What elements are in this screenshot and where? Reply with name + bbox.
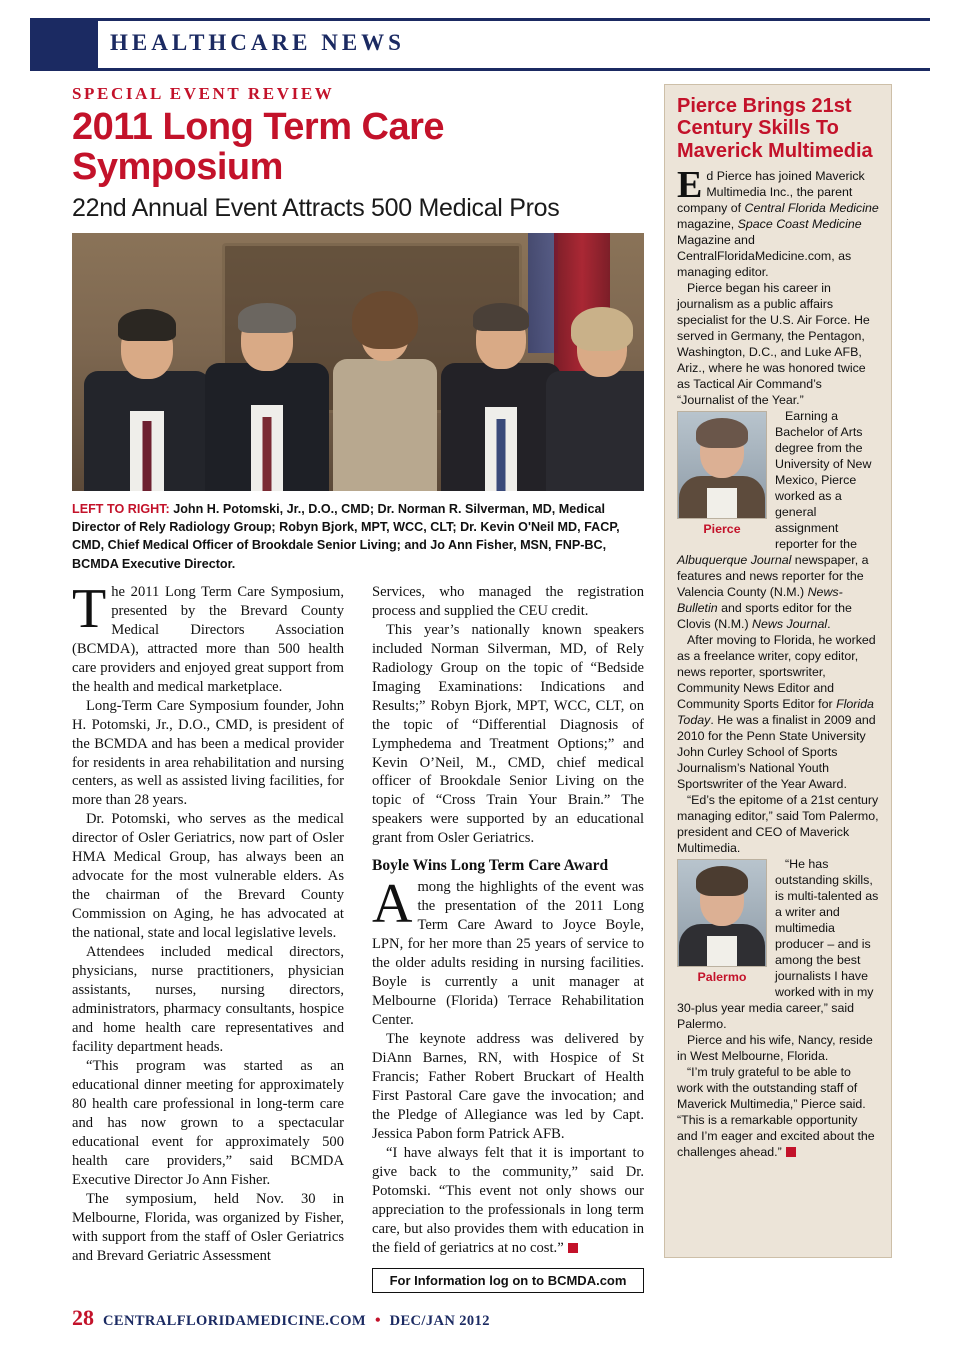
sidebar-paragraph: “He has outstanding skills, is multi-talented as a writer and multimedia producer – and is among the best journalists I have worked with in my 30-plus year media career,” said Palermo.: [677, 857, 879, 1032]
person-4-tie: [497, 419, 506, 491]
article-subsection-heading: Boyle Wins Long Term Care Award: [372, 857, 609, 875]
photo-person-3: [322, 266, 448, 491]
sidebar-text: magazine,: [677, 217, 738, 232]
sidebar-paragraph: Pierce began his career in journalism as a public affairs specialist for the U.S. Air Force. He served in Germany, the Pentagon, Washington, D.C., and Luke AFB, Ariz., where he was honored twice as Tactical Air Command’s “Journalist of the Year.”: [677, 281, 870, 408]
person-1-hair: [118, 309, 176, 341]
page-number: 28: [72, 1305, 94, 1330]
photo-person-2: [202, 291, 332, 491]
sidebar-text: Magazine and CentralFloridaMedicine.com, as managing editor.: [677, 233, 852, 280]
sidebar-text: .: [827, 617, 831, 632]
paragraph: This year’s nationally known speakers included Norman Silverman, MD, of Rely Radiology Group on the topic of “Bedside Imaging Examinations: Indications and Results;” Robyn Bjork, MPT, WCC, CLT, on the topic of “Differential Diagnosis of Lymphedema and Treatment Options;” and Kevin O’Neil, M., CMD, chief medical officer of Brookdale Senior Living on the topic of “Cross Train Your Brain.” The speakers were supported by an educational grant from Osler Geriatrics.: [372, 621, 644, 847]
sidebar-text: d Pierce has joined Maverick Multimedia Inc., the parent company of: [677, 169, 865, 216]
end-mark-icon: [568, 1243, 578, 1253]
photo-caption: [72, 500, 644, 573]
person-3-body: [333, 359, 437, 491]
article-kicker: SPECIAL EVENT REVIEW: [72, 84, 335, 103]
sidebar-text: “I’m truly grateful to be able to work with the outstanding staff of Maverick Multimedia,” Pierce said. “This is a remarkable opportunity and I’m eager and excited about the challenges ahead.”: [677, 1065, 875, 1160]
paragraph: [72, 577, 344, 697]
person-4-hair: [473, 303, 529, 331]
sidebar-italic: News-Bulletin: [677, 585, 843, 616]
paragraph-text: “I have always felt that it is important to give back to the community,” said Dr. Potomski. “This event not only shows our appreciation to the professionals in long term care, but also provides them with education in the field of geriatrics at no cost.”: [372, 1144, 644, 1256]
portrait-pierce-shirt: [707, 488, 737, 518]
paragraph: Attendees included medical directors, physicians, nurse practitioners, physician assistants, nurses, nursing directors, administrators, pharmacy consultants, hospice and home health care representatives and facility department heads.: [72, 944, 344, 1056]
sidebar-italic: Space Coast Medicine: [737, 217, 862, 232]
person-2-hair: [238, 303, 296, 333]
paragraph-text: mong the highlights of the event was the presentation of the 2011 Long Term Care Award to Joyce Boyle, LPN, for her more than 25 years of service to the older adults residing in nursing facilities. Boyle is currently a unit manager at Melbourne (Florida) Terrace Rehabilitation Center.: [372, 879, 644, 1029]
caption-lead: LEFT TO RIGHT:: [72, 501, 170, 516]
end-mark-icon: [786, 1147, 796, 1157]
sidebar-paragraph: [677, 1064, 879, 1160]
article-subhead: 22nd Annual Event Attracts 500 Medical Pros: [72, 193, 560, 222]
person-3-hair: [352, 291, 418, 349]
paragraph: [372, 873, 644, 1030]
caption-text: John H. Potomski, Jr., D.O., CMD; Dr. Norman R. Silverman, MD, Medical Director of Rely Radiology Group; Robyn Bjork, MPT, WCC, CLT; Dr. Kevin O'Neil MD, FACP, CMD, Chief Medical Officer of Brookdale Senior Living; and Jo Ann Fisher, MSN, FNP-BC, BCMDA Executive Director.: [72, 501, 620, 571]
sidebar-text: Earning a Bachelor of Arts degree from the University of New Mexico, Pierce worked as a general assignment reporter for the: [775, 409, 872, 552]
footer-site: CENTRALFLORIDAMEDICINE.COM: [103, 1313, 366, 1329]
photo-person-5: [542, 301, 644, 491]
article-column-2: [372, 583, 644, 1293]
sidebar-italic: Albuquerque Journal: [677, 553, 792, 568]
footer-issue: DEC/JAN 2012: [389, 1313, 490, 1329]
paragraph: Services, who managed the registration process and supplied the CEU credit.: [372, 583, 644, 619]
masthead: [0, 18, 960, 74]
dropcap-a: A: [372, 873, 413, 936]
sidebar-paragraph: “Ed’s the epitome of a 21st century managing editor,” said Tom Palermo, president and CEO of Maverick Multimedia.: [677, 793, 879, 856]
article-column-1: [72, 577, 344, 1293]
portrait-pierce-caption: Pierce: [703, 522, 741, 537]
paragraph: Dr. Potomski, who serves as the medical director of Osler Geriatrics, now part of Osler HMA Medical Group, has always been an advocate for the most vulnerable elders. As the chairman of the Brevard County Commission on Aging, he has advocated at the national, state and local legislative levels.: [72, 811, 344, 942]
sidebar-paragraph: [677, 164, 879, 280]
sidebar-text: After moving to Florida, he worked as a freelance writer, copy editor, news reporter, sportswriter, Community News Editor and Community Sports Editor for: [677, 633, 876, 712]
sidebar-italic: Florida Today: [677, 697, 874, 728]
portrait-palermo-caption: Palermo: [697, 970, 747, 985]
article-main-column: [72, 84, 644, 1293]
paragraph: The keynote address was delivered by DiAnn Barnes, RN, with Hospice of St Francis; Father Robert Bruckart of Health First Pastoral Care gave the invocation; and the Pledge of Allegiance was led by Capt. Jessica Pabon form Patrick AFB.: [372, 1031, 644, 1142]
paragraph-text: he 2011 Long Term Care Symposium, presented by the Brevard County Medical Directors Association (BCMDA), attracted more than 500 health care providers and enjoyed great support from the health and medical marketplace.: [72, 583, 344, 695]
portrait-palermo-shirt: [707, 936, 737, 966]
masthead-rule-bottom: [30, 68, 930, 71]
sidebar-italic: News Journal: [752, 617, 828, 632]
sidebar-title: Pierce Brings 21st Century Skills To Maverick Multimedia: [677, 95, 873, 162]
footer-separator: •: [374, 1312, 381, 1329]
sidebar-text: newspaper, a features and news reporter for the Valencia County (N.M.): [677, 553, 869, 600]
masthead-title: HEALTHCARE NEWS: [110, 30, 405, 55]
dropcap-t: T: [72, 577, 107, 640]
info-box[interactable]: For Information log on to BCMDA.com: [372, 1268, 644, 1293]
person-2-tie: [263, 417, 272, 491]
sidebar-paragraph: Pierce and his wife, Nancy, reside in West Melbourne, Florida.: [677, 1033, 873, 1064]
person-5-body: [546, 371, 644, 491]
portrait-pierce: [677, 411, 767, 519]
group-photo: [72, 233, 644, 491]
article-body: [72, 577, 644, 1293]
person-1-tie: [143, 421, 152, 491]
paragraph: The symposium, held Nov. 30 in Melbourne, Florida, was organized by Fisher, with support from the staff of Osler Geriatrics and Brevard Geriatric Assessment: [72, 1190, 344, 1264]
photo-person-1: [82, 316, 212, 491]
sidebar-text: and sports editor for the Clovis (N.M.): [677, 601, 852, 632]
article-headline: 2011 Long Term Care Symposium: [72, 106, 445, 188]
dropcap-e: E: [677, 164, 703, 207]
paragraph: Long-Term Care Symposium founder, John H. Potomski, Jr., D.O., CMD, is president of the BCMDA and has been a medical provider for residents in area rehabilitation and nursing centers, as well as assisted living facilities, for more than 28 years.: [72, 697, 344, 809]
portrait-pierce-hair: [696, 418, 748, 448]
person-5-hair: [571, 307, 633, 351]
page-footer: [72, 1305, 932, 1331]
masthead-rule-top: [30, 18, 930, 21]
masthead-color-block: [30, 18, 98, 71]
sidebar-article: [664, 84, 892, 1258]
sidebar-italic: Central Florida Medicine: [744, 201, 879, 216]
portrait-palermo-hair: [696, 866, 748, 896]
paragraph: “This program was started as an educational dinner meeting for approximately 80 health care professional in long-term care and has now grown to a spectacular educational event for approximately 500 health care providers,” said BCMDA Executive Director Jo Ann Fisher.: [72, 1058, 344, 1188]
sidebar-text: . He was a finalist in 2009 and 2010 for the Penn State University John Curley School of Sports Journalism’s National Youth Sportswriter of the Year Award.: [677, 713, 876, 792]
portrait-palermo: [677, 859, 767, 967]
paragraph: [372, 1144, 644, 1258]
sidebar-paragraph: [677, 632, 879, 792]
